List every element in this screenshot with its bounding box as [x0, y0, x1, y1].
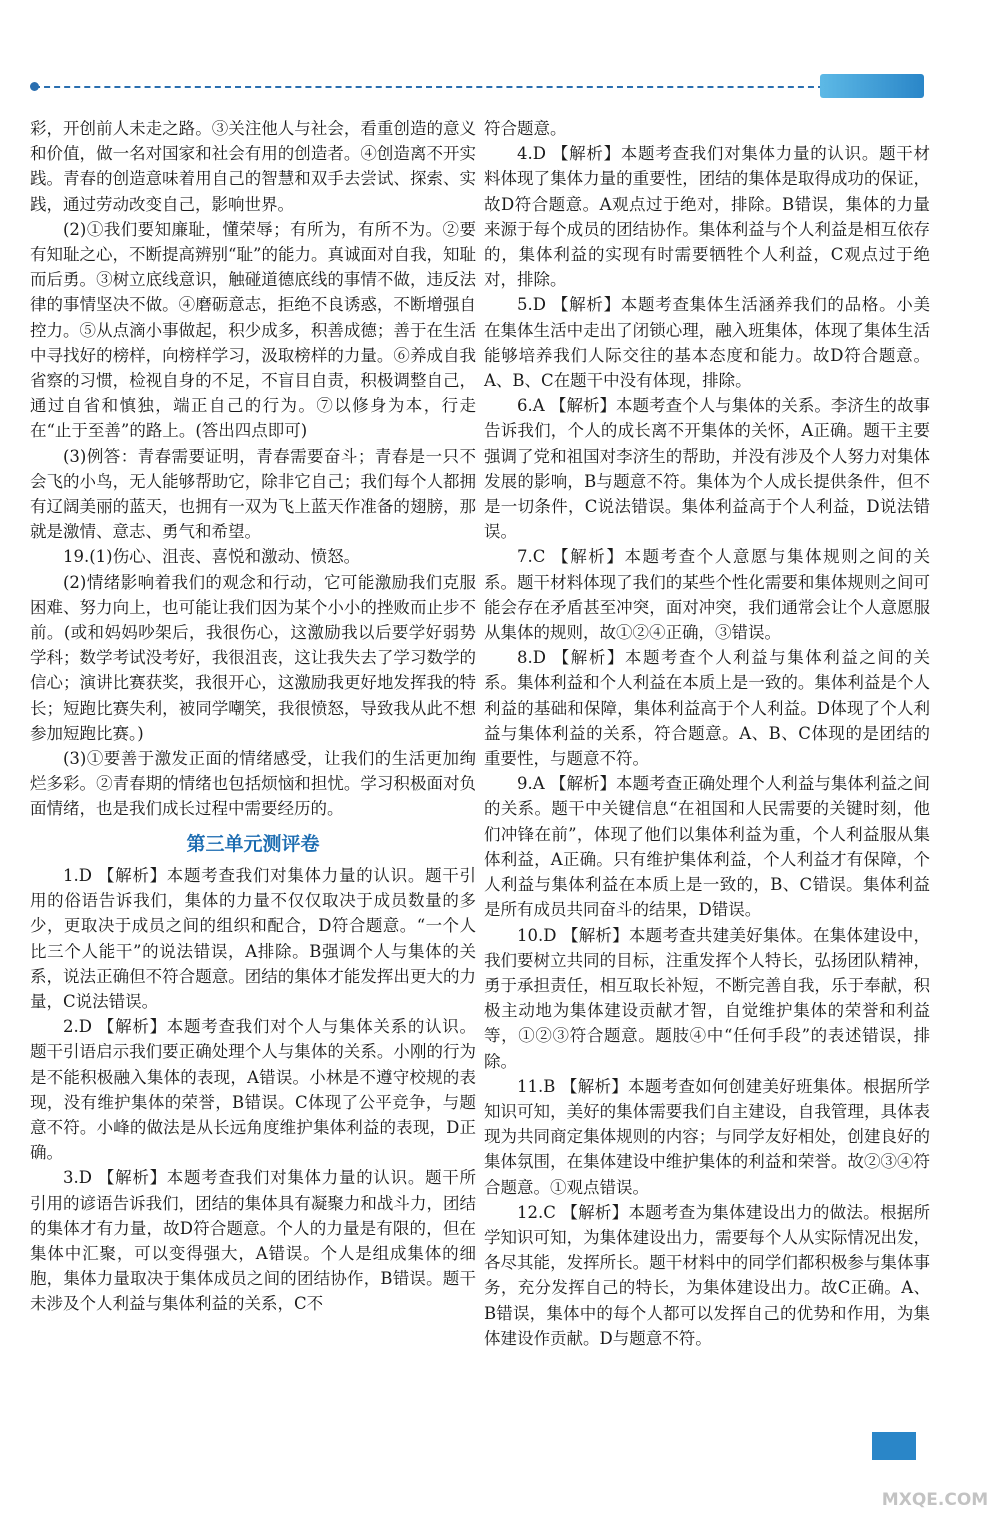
header-badge — [820, 74, 924, 98]
answer-paragraph: 彩，开创前人未走之路。③关注他人与社会，看重创造的意义和价值，做一名对国家和社会有用的创造者。④创造离不开实践。青春的创造意味着用自己的智慧和双手去尝试、探索、实践，通过劳动改变自己，影响世界。 — [30, 119, 476, 214]
answer-paragraph: 5.D 【解析】本题考查集体生活涵养我们的品格。小美在集体生活中走出了闭锁心理，融入班集体，体现了集体生活能够培养我们人际交往的基本态度和能力。故D符合题意。A、B、C在题干中没有体现，排除。 — [484, 295, 930, 391]
answer-paragraph: 7.C 【解析】本题考查个人意愿与集体规则之间的关系。题干材料体现了我们的某些个性化需要和集体规则之间可能会存在矛盾甚至冲突，面对冲突，我们通常会让个人意愿服从集体的规则，故①②④正确，③错误。 — [484, 547, 930, 643]
section-title: 第三单元测评卷 — [186, 832, 320, 855]
answer-paragraph: 6.A 【解析】本题考查个人与集体的关系。李济生的故事告诉我们，个人的成长离不开集体的关怀，A正确。题干主要强调了党和祖国对李济生的帮助，并没有涉及个人努力对集体发展的影响，B与题意不符。集体为个人成长提供条件，但不是一切条件，C说法错误。集体利益高于个人利益，D说法错误。 — [484, 396, 930, 542]
answer-paragraph: 4.D 【解析】本题考查我们对集体力量的认识。题干材料体现了集体力量的重要性，团结的集体是取得成功的保证，故D符合题意。A观点过于绝对，排除。B错误，集体的力量来源于每个成员的团结协作。集体利益与个人利益是相互依存的，集体利益的实现有时需要牺牲个人利益，C观点过于绝对，排除。 — [484, 144, 930, 290]
answer-paragraph: 2.D 【解析】本题考查我们对个人与集体关系的认识。题干引语启示我们要正确处理个人与集体的关系。小刚的行为是不能积极融入集体的表现，A错误。小林是不遵守校规的表现，没有维护集体的荣誉，B错误。C体现了公平竞争，与题意不符。小峰的做法是从长远角度维护集体利益的表现，D正确。 — [30, 1017, 476, 1163]
answer-paragraph: 1.D 【解析】本题考查我们对集体力量的认识。题干引用的俗语告诉我们，集体的力量不仅仅取决于成员数量的多少，更取决于成员之间的组织和配合，D符合题意。“一个人比三个人能干”的说法错误，A排除。B强调个人与集体的关系，说法正确但不符合题意。团结的集体才能发挥出更大的力量，C说法错误。 — [30, 865, 476, 1011]
answer-paragraph: 符合题意。 — [484, 119, 567, 138]
watermark-logo — [880, 1430, 990, 1520]
answer-paragraph: 9.A 【解析】本题考查正确处理个人利益与集体利益之间的关系。题干中关键信息“在祖国和人民需要的关键时刻，他们冲锋在前”，体现了他们以集体利益为重，个人利益服从集体利益，A正确。只有维护集体利益，个人利益才有保障，个人利益与集体利益在本质上是一致的，B、C错误。集体利益是所有成员共同奋斗的结果，D错误。 — [484, 774, 930, 920]
answer-paragraph: 10.D 【解析】本题考查共建美好集体。在集体建设中，我们要树立共同的目标，注重发挥个人特长，弘扬团队精神，勇于承担责任，相互取长补短，不断完善自我，乐于奉献，积极主动地为集体建设贡献才智，自觉维护集体的荣誉和利益等，①②③符合题意。题肢④中“任何手段”的表述错误，排除。 — [484, 925, 930, 1071]
answer-paragraph: 3.D 【解析】本题考查我们对集体力量的认识。题干所引用的谚语告诉我们，团结的集体具有凝聚力和战斗力，团结的集体才有力量，故D符合题意。个人的力量是有限的，但在集体中汇聚，可以变得强大，A错误。个人是组成集体的细胞，集体力量取决于集体成员之间的团结协作，B错误。题干未涉及个人利益与集体利益的关系，C不 — [30, 1168, 476, 1314]
answer-paragraph: (2)情绪影响着我们的观念和行动，它可能激励我们克服困难、努力向上，也可能让我们因为某个小小的挫败而止步不前。(或和妈妈吵架后，我很伤心，这激励我以后要学好弱势学科；数学考试没考好，我很沮丧，这让我失去了学习数学的信心；演讲比赛获奖，我很开心，这激励我更好地发挥我的特长；短跑比赛失利，被同学嘲笑，我很愤怒，导致我从此不想参加短跑比赛。) — [30, 572, 476, 743]
header-dashed-line — [34, 86, 824, 88]
answer-paragraph: (3)①要善于激发正面的情绪感受，让我们的生活更加绚烂多彩。②青春期的情绪也包括烦恼和担忧。学习积极面对负面情绪，也是我们成长过程中需要经历的。 — [30, 749, 476, 819]
answer-paragraph: (2)①我们要知廉耻，懂荣辱；有所为，有所不为。②要有知耻之心，不断提高辨别“耻”的能力。真诚面对自我，知耻而后勇。③树立底线意识，触碰道德底线的事情不做，违反法律的事情坚决不做。④磨砺意志，拒绝不良诱惑，不断增强自控力。⑤从点滴小事做起，积少成多，积善成德；善于在生活中寻找好的榜样，向榜样学习，汲取榜样的力量。⑥养成自我省察的习惯，检视自身的不足，不盲目自责，积极调整自己，通过自省和慎独，端正自己的行为。⑦以修身为本，行走在“止于至善”的路上。(答出四点即可) — [30, 219, 476, 441]
answer-paragraph: 11.B 【解析】本题考查如何创建美好班集体。根据所学知识可知，美好的集体需要我们自主建设，自我管理，具体表现为共同商定集体规则的内容；与同学友好相处，创建良好的集体氛围，在集体建设中维护集体的利益和荣誉。故②③④符合题意。①观点错误。 — [484, 1076, 930, 1197]
answer-paragraph: 8.D 【解析】本题考查个人利益与集体利益之间的关系。集体利益和个人利益在本质上是一致的。集体利益是个人利益的基础和保障，集体利益高于个人利益。D体现了个人利益与集体利益的关系，符合题意。A、B、C体现的是团结的重要性，与题意不符。 — [484, 648, 930, 769]
answer-paragraph: 19.(1)伤心、沮丧、喜悦和激动、愤怒。 — [63, 547, 361, 567]
answer-paragraph: 12.C 【解析】本题考查为集体建设出力的做法。根据所学知识可知，为集体建设出力，需要每个人从实际情况出发，各尽其能，发挥所长。题干材料中的同学们都积极参与集体事务，充分发挥自己的特长，为集体建设出力。故C正确。A、B错误，集体中的每个人都可以发挥自己的优势和作用，为集体建设作贡献。D与题意不符。 — [484, 1202, 930, 1348]
left-column — [30, 116, 476, 1317]
watermark-text: MXQE.COM — [881, 1490, 989, 1510]
answer-paragraph: (3)例答：青春需要证明，青春需要奋斗；青春是一只不会飞的小鸟，无人能够帮助它，除非它自己；我们每个人都拥有辽阔美丽的蓝天，也拥有一双为飞上蓝天作准备的翅膀，那就是激情、意志、勇气和希望。 — [30, 446, 476, 542]
right-column — [484, 116, 930, 1351]
